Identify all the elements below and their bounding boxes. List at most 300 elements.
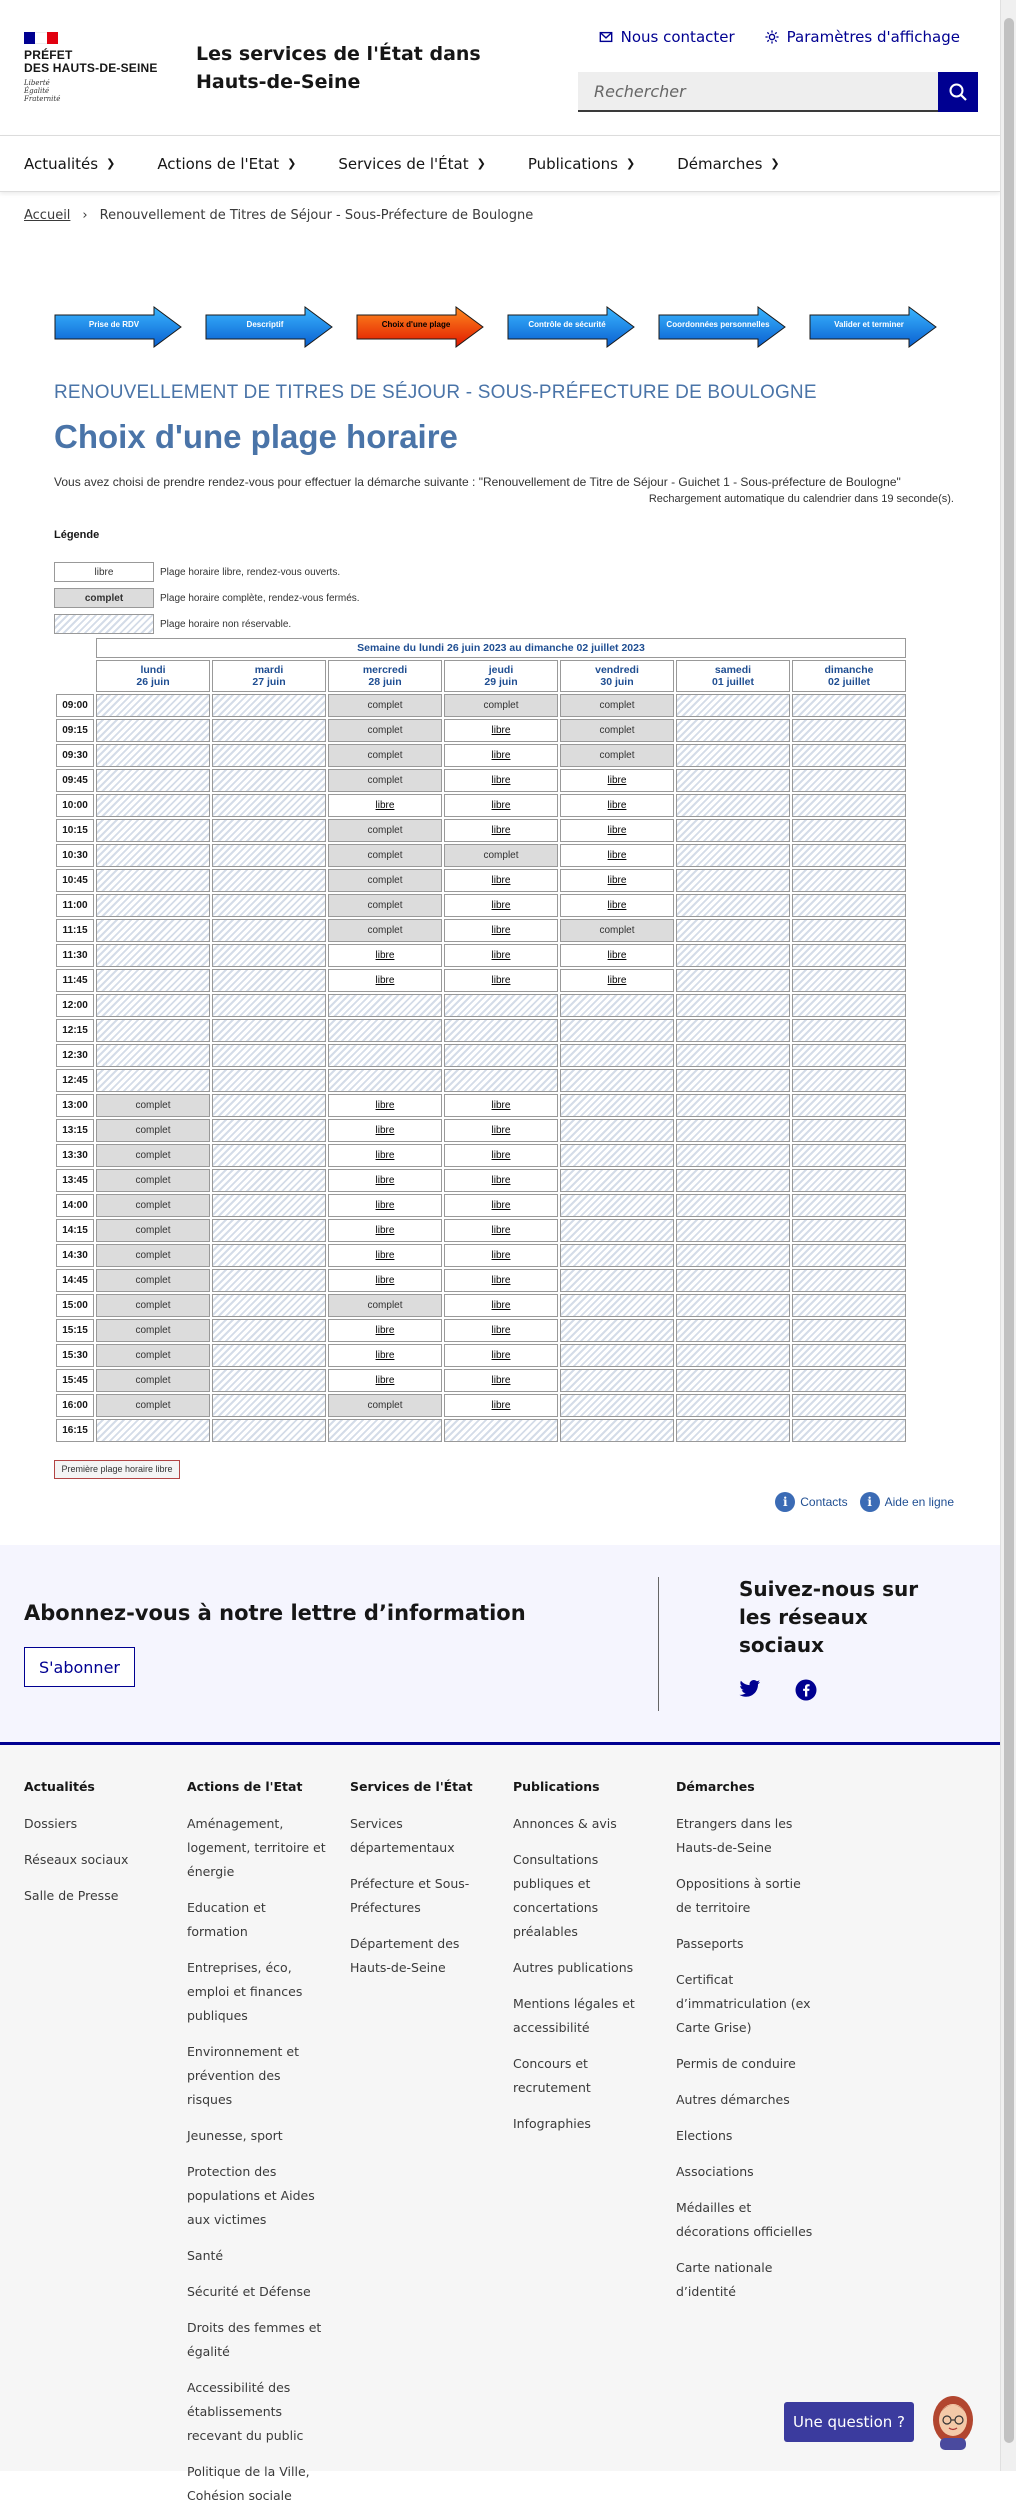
slot-free[interactable]: libre xyxy=(444,1144,558,1167)
info-icon: i xyxy=(775,1492,795,1512)
day-header xyxy=(328,660,442,692)
day-header xyxy=(792,660,906,692)
slot-unavailable xyxy=(792,1244,906,1267)
slot-free[interactable]: libre xyxy=(328,1094,442,1117)
footer-link[interactable]: Préfecture et Sous-Préfectures xyxy=(350,1876,470,1915)
time-row xyxy=(56,1069,906,1092)
slot-unavailable xyxy=(212,1319,326,1342)
calendar xyxy=(54,636,908,1444)
footer-link[interactable]: Elections xyxy=(676,2128,733,2143)
facebook-icon[interactable] xyxy=(795,1679,817,1701)
slot-free[interactable]: libre xyxy=(328,1144,442,1167)
slot-unavailable xyxy=(96,869,210,892)
time-row xyxy=(56,1044,906,1067)
slot-unavailable xyxy=(560,1244,674,1267)
footer-link[interactable]: Education et formation xyxy=(187,1900,266,1939)
chat-question-button[interactable]: Une question ? xyxy=(784,2402,914,2442)
slot-free[interactable]: libre xyxy=(328,1219,442,1242)
slot-unavailable xyxy=(212,769,326,792)
slot-free[interactable]: libre xyxy=(328,794,442,817)
slot-full: complet xyxy=(96,1369,210,1392)
slot-free[interactable]: libre xyxy=(560,819,674,842)
slot-unavailable xyxy=(676,1044,790,1067)
online-help-label: Aide en ligne xyxy=(884,1495,954,1509)
footer-link[interactable]: Mentions légales et accessibilité xyxy=(513,1996,635,2035)
time-row xyxy=(56,794,906,817)
slot-free[interactable]: libre xyxy=(444,919,558,942)
time-label: 11:45 xyxy=(56,969,94,992)
slot-full: complet xyxy=(96,1244,210,1267)
slot-unavailable xyxy=(212,1119,326,1142)
day-date: 30 juin xyxy=(600,676,634,688)
footer-link[interactable]: Jeunesse, sport xyxy=(187,2128,283,2143)
footer-link[interactable]: Entreprises, éco, emploi et finances publiques xyxy=(187,1960,303,2023)
slot-free[interactable]: libre xyxy=(328,944,442,967)
footer-link[interactable]: Droits des femmes et égalité xyxy=(187,2320,322,2359)
slot-full: complet xyxy=(328,919,442,942)
slot-free[interactable]: libre xyxy=(328,1119,442,1142)
time-row xyxy=(56,1219,906,1242)
subscribe-button[interactable]: S'abonner xyxy=(24,1647,135,1687)
calendar-table xyxy=(54,636,908,1444)
slot-free[interactable]: libre xyxy=(444,819,558,842)
breadcrumb xyxy=(24,208,533,223)
day-name: vendredi xyxy=(595,664,639,676)
slot-unavailable xyxy=(792,1169,906,1192)
footer-link[interactable]: Etrangers dans les Hauts-de-Seine xyxy=(676,1816,793,1855)
time-row xyxy=(56,1369,906,1392)
day-name: mercredi xyxy=(362,664,408,676)
day-header xyxy=(212,660,326,692)
time-label: 13:00 xyxy=(56,1094,94,1117)
contact-link[interactable] xyxy=(599,28,735,46)
slot-full: complet xyxy=(96,1344,210,1367)
slot-full: complet xyxy=(328,769,442,792)
slot-free[interactable]: libre xyxy=(444,1394,558,1417)
footer-link[interactable]: Consultations publiques et concertations préalables xyxy=(513,1852,599,1939)
slot-unavailable xyxy=(560,1319,674,1342)
slot-unavailable xyxy=(212,894,326,917)
time-row xyxy=(56,1169,906,1192)
slot-unavailable xyxy=(212,1069,326,1092)
slot-unavailable xyxy=(792,1119,906,1142)
slot-unavailable xyxy=(212,844,326,867)
legend-free-text: Plage horaire libre, rendez-vous ouverts. xyxy=(160,566,341,578)
chevron-down-icon: ❯ xyxy=(476,157,486,170)
time-row xyxy=(56,694,906,717)
footer-link[interactable]: Autres démarches xyxy=(676,2092,790,2107)
slot-unavailable xyxy=(792,919,906,942)
time-label: 12:45 xyxy=(56,1069,94,1092)
footer-link[interactable]: Oppositions à sortie de territoire xyxy=(676,1876,801,1915)
slot-unavailable xyxy=(96,769,210,792)
slot-unavailable xyxy=(676,1144,790,1167)
slot-full: complet xyxy=(96,1119,210,1142)
time-label: 11:30 xyxy=(56,944,94,967)
social-icons xyxy=(739,1679,817,1701)
social-title: Suivez-nous sur les réseaux sociaux xyxy=(739,1577,919,1657)
logo-motto: Liberté Égalité Fraternité xyxy=(24,79,61,103)
slot-free[interactable]: libre xyxy=(328,1244,442,1267)
slot-free[interactable]: libre xyxy=(328,1369,442,1392)
slot-free[interactable]: libre xyxy=(444,969,558,992)
time-label: 16:00 xyxy=(56,1394,94,1417)
legend-full-text: Plage horaire complète, rendez-vous fermés. xyxy=(160,592,360,604)
slot-free[interactable]: libre xyxy=(328,1269,442,1292)
slot-free[interactable]: libre xyxy=(444,1119,558,1142)
legend-unavailable xyxy=(54,614,291,634)
slot-full: complet xyxy=(96,1269,210,1292)
display-settings-link[interactable] xyxy=(765,28,960,46)
slot-unavailable xyxy=(444,994,558,1017)
slot-free[interactable]: libre xyxy=(444,1194,558,1217)
procedure-subtitle: RENOUVELLEMENT DE TITRES DE SÉJOUR - SOUS-PRÉFECTURE DE BOULOGNE xyxy=(54,382,817,403)
slot-free[interactable]: libre xyxy=(560,944,674,967)
slot-unavailable xyxy=(560,1369,674,1392)
slot-full: complet xyxy=(96,1169,210,1192)
legend-unavailable-box xyxy=(54,614,154,634)
time-label: 15:15 xyxy=(56,1319,94,1342)
slot-unavailable xyxy=(676,1169,790,1192)
slot-full: complet xyxy=(96,1394,210,1417)
nav-label: Publications xyxy=(527,154,618,173)
slot-unavailable xyxy=(96,944,210,967)
chatbot-avatar-icon[interactable] xyxy=(928,2390,978,2450)
slot-unavailable xyxy=(676,1219,790,1242)
day-date: 01 juillet xyxy=(711,676,754,688)
slot-full: complet xyxy=(560,719,674,742)
slot-unavailable xyxy=(328,1044,442,1067)
time-row xyxy=(56,819,906,842)
time-row xyxy=(56,719,906,742)
time-label: 10:00 xyxy=(56,794,94,817)
slot-unavailable xyxy=(560,994,674,1017)
time-row xyxy=(56,769,906,792)
slot-unavailable xyxy=(676,719,790,742)
sun-icon xyxy=(765,30,779,44)
footer-column xyxy=(24,1779,164,1920)
time-label: 15:30 xyxy=(56,1344,94,1367)
procedure-intro: Vous avez choisi de prendre rendez-vous pour effectuer la démarche suivante : "Renouvellement de Titre de Séjour - Guichet 1 - Sous-préfecture de Boulogne" xyxy=(54,475,901,489)
contacts-link[interactable] xyxy=(775,1492,847,1512)
slot-full: complet xyxy=(328,1394,442,1417)
first-free-slot-button[interactable]: Première plage horaire libre xyxy=(54,1460,180,1479)
french-flag-icon xyxy=(24,32,58,44)
footer-link[interactable]: Aménagement, logement, territoire et énergie xyxy=(187,1816,326,1879)
slot-unavailable xyxy=(444,1044,558,1067)
time-row xyxy=(56,1094,906,1117)
slot-unavailable xyxy=(96,994,210,1017)
slot-free[interactable]: libre xyxy=(444,894,558,917)
slot-free[interactable]: libre xyxy=(444,1094,558,1117)
slot-free[interactable]: libre xyxy=(560,844,674,867)
step-label: Prise de RDV xyxy=(88,320,140,329)
search-button[interactable] xyxy=(938,72,978,112)
slot-unavailable xyxy=(212,994,326,1017)
footer-link[interactable]: Annonces & avis xyxy=(513,1816,617,1831)
slot-unavailable xyxy=(792,1044,906,1067)
slot-free[interactable]: libre xyxy=(328,1344,442,1367)
slot-unavailable xyxy=(792,994,906,1017)
slot-free[interactable]: libre xyxy=(560,869,674,892)
time-row xyxy=(56,894,906,917)
slot-unavailable xyxy=(96,1419,210,1442)
slot-free[interactable]: libre xyxy=(444,744,558,767)
slot-unavailable xyxy=(96,969,210,992)
legend-full xyxy=(54,588,360,608)
step-controle xyxy=(507,306,635,348)
slot-unavailable xyxy=(792,1219,906,1242)
slot-unavailable xyxy=(792,1144,906,1167)
nav-item-actualites[interactable] xyxy=(24,136,115,191)
scrollbar-thumb[interactable] xyxy=(1004,18,1014,2443)
time-label: 09:30 xyxy=(56,744,94,767)
info-icon: i xyxy=(860,1492,880,1512)
time-row xyxy=(56,1394,906,1417)
slot-unavailable xyxy=(212,1244,326,1267)
footer-link[interactable]: Département des Hauts-de-Seine xyxy=(350,1936,460,1975)
footer-link[interactable]: Infographies xyxy=(513,2116,591,2131)
nav-item-demarches[interactable] xyxy=(677,136,779,191)
nav-item-publications[interactable] xyxy=(528,136,635,191)
footer-column-title[interactable]: Actualités xyxy=(24,1779,95,1794)
slot-unavailable xyxy=(792,769,906,792)
slot-unavailable xyxy=(792,719,906,742)
slot-free[interactable]: libre xyxy=(560,969,674,992)
slot-free[interactable]: libre xyxy=(444,769,558,792)
footer-link[interactable]: Autres publications xyxy=(513,1960,634,1975)
slot-unavailable xyxy=(676,1294,790,1317)
legend-full-box: complet xyxy=(54,588,154,608)
slot-unavailable xyxy=(792,1294,906,1317)
nav-label: Actualités xyxy=(24,154,99,173)
breadcrumb-current: Renouvellement de Titres de Séjour - Sous-Préfecture de Boulogne xyxy=(99,208,534,223)
chevron-right-icon: › xyxy=(82,208,88,223)
breadcrumb-home[interactable]: Accueil xyxy=(24,208,71,223)
slot-unavailable xyxy=(676,1094,790,1117)
slot-free[interactable]: libre xyxy=(444,1219,558,1242)
footer-link[interactable]: Permis de conduire xyxy=(676,2056,796,2071)
footer-column-title[interactable]: Actions de l'Etat xyxy=(187,1779,303,1794)
time-row xyxy=(56,1244,906,1267)
day-name: lundi xyxy=(140,664,166,676)
slot-unavailable xyxy=(676,1019,790,1042)
chevron-down-icon: ❯ xyxy=(106,157,116,170)
time-row xyxy=(56,1144,906,1167)
slot-unavailable xyxy=(792,844,906,867)
footer-link[interactable]: Services départementaux xyxy=(350,1816,455,1855)
slot-unavailable xyxy=(444,1069,558,1092)
time-row xyxy=(56,1194,906,1217)
page-title: Choix d'une plage horaire xyxy=(54,418,458,455)
footer-link[interactable]: Salle de Presse xyxy=(24,1888,119,1903)
slot-unavailable xyxy=(676,969,790,992)
day-date: 29 juin xyxy=(484,676,518,688)
footer-link[interactable]: Concours et recrutement xyxy=(513,2056,591,2095)
slot-unavailable xyxy=(560,1294,674,1317)
contacts-label: Contacts xyxy=(800,1495,848,1509)
slot-free[interactable]: libre xyxy=(444,1244,558,1267)
online-help-link[interactable] xyxy=(860,1492,954,1512)
day-name: jeudi xyxy=(488,664,514,676)
slot-free[interactable]: libre xyxy=(444,719,558,742)
footer-link[interactable]: Environnement et prévention des risques xyxy=(187,2044,299,2107)
day-date: 27 juin xyxy=(252,676,286,688)
slot-unavailable xyxy=(792,794,906,817)
slot-free[interactable]: libre xyxy=(444,1319,558,1342)
day-date: 26 juin xyxy=(136,676,170,688)
footer-link[interactable]: Protection des populations et Aides aux victimes xyxy=(187,2164,315,2227)
time-label: 12:30 xyxy=(56,1044,94,1067)
footer-column-title[interactable]: Démarches xyxy=(676,1779,755,1794)
slot-unavailable xyxy=(792,869,906,892)
footer-link[interactable]: Santé xyxy=(187,2248,224,2263)
slot-unavailable xyxy=(676,1194,790,1217)
slot-unavailable xyxy=(96,1019,210,1042)
footer-link[interactable]: Accessibilité des établissements recevant du public xyxy=(187,2380,304,2443)
slot-free[interactable]: libre xyxy=(444,1169,558,1192)
slot-unavailable xyxy=(676,1269,790,1292)
footer-link[interactable]: Sécurité et Défense xyxy=(187,2284,311,2299)
slot-unavailable xyxy=(676,869,790,892)
slot-unavailable xyxy=(560,1394,674,1417)
time-label: 10:30 xyxy=(56,844,94,867)
slot-free[interactable]: libre xyxy=(444,1294,558,1317)
footer-column-title[interactable]: Publications xyxy=(513,1779,600,1794)
page-scrollbar[interactable] xyxy=(1000,0,1016,2471)
time-row xyxy=(56,1319,906,1342)
slot-unavailable xyxy=(676,894,790,917)
footer-column xyxy=(350,1779,490,1992)
slot-unavailable xyxy=(96,919,210,942)
slot-unavailable xyxy=(212,694,326,717)
slot-unavailable xyxy=(560,1419,674,1442)
slot-full: complet xyxy=(560,694,674,717)
mail-icon xyxy=(599,30,613,44)
slot-free[interactable]: libre xyxy=(444,1369,558,1392)
slot-unavailable xyxy=(792,894,906,917)
slot-unavailable xyxy=(676,1069,790,1092)
week-label: Semaine du lundi 26 juin 2023 au dimanche 02 juillet 2023 xyxy=(96,638,906,658)
slot-unavailable xyxy=(676,744,790,767)
slot-free[interactable]: libre xyxy=(560,894,674,917)
nav-item-actions[interactable] xyxy=(157,136,296,191)
footer-link[interactable]: Médailles et décorations officielles xyxy=(676,2200,813,2239)
time-row xyxy=(56,869,906,892)
slot-unavailable xyxy=(676,919,790,942)
slot-free[interactable]: libre xyxy=(444,869,558,892)
time-label: 14:30 xyxy=(56,1244,94,1267)
footer-link[interactable]: Certificat d’immatriculation (ex Carte Grise) xyxy=(676,1972,811,2035)
contact-label: Nous contacter xyxy=(620,28,735,46)
time-row xyxy=(56,1269,906,1292)
slot-free[interactable]: libre xyxy=(328,1169,442,1192)
slot-unavailable xyxy=(676,819,790,842)
footer-link[interactable]: Carte nationale d’identité xyxy=(676,2260,773,2299)
time-label: 11:00 xyxy=(56,894,94,917)
footer-link[interactable]: Associations xyxy=(676,2164,754,2179)
slot-full: complet xyxy=(96,1219,210,1242)
slot-unavailable xyxy=(96,844,210,867)
footer-column xyxy=(187,1779,327,2520)
slot-unavailable xyxy=(560,1069,674,1092)
slot-free[interactable]: libre xyxy=(328,969,442,992)
footer-column xyxy=(513,1779,653,2148)
slot-unavailable xyxy=(792,1094,906,1117)
slot-unavailable xyxy=(560,1019,674,1042)
slot-unavailable xyxy=(676,1319,790,1342)
slot-full: complet xyxy=(560,744,674,767)
slot-free[interactable]: libre xyxy=(444,1269,558,1292)
slot-free[interactable]: libre xyxy=(444,944,558,967)
site-footer xyxy=(0,1745,1000,2503)
slot-free[interactable]: libre xyxy=(444,1344,558,1367)
step-prise-rdv xyxy=(54,306,182,348)
time-label: 09:15 xyxy=(56,719,94,742)
time-label: 14:15 xyxy=(56,1219,94,1242)
footer-link[interactable]: Passeports xyxy=(676,1936,744,1951)
slot-unavailable xyxy=(96,1044,210,1067)
day-date: 02 juillet xyxy=(827,676,870,688)
footer-link[interactable]: Politique de la Ville, Cohésion sociale xyxy=(187,2464,310,2503)
prefet-logo[interactable] xyxy=(24,32,164,103)
step-valider xyxy=(809,306,937,348)
nav-item-services[interactable] xyxy=(338,136,485,191)
slot-full: complet xyxy=(328,894,442,917)
help-links xyxy=(775,1492,954,1512)
slot-unavailable xyxy=(792,1369,906,1392)
slot-free[interactable]: libre xyxy=(444,794,558,817)
footer-column-title[interactable]: Services de l'État xyxy=(350,1779,473,1794)
slot-unavailable xyxy=(676,1394,790,1417)
slot-unavailable xyxy=(212,969,326,992)
slot-unavailable xyxy=(212,719,326,742)
twitter-icon[interactable] xyxy=(739,1679,761,1699)
slot-unavailable xyxy=(676,1344,790,1367)
slot-free[interactable]: libre xyxy=(328,1319,442,1342)
time-row xyxy=(56,944,906,967)
slot-free[interactable]: libre xyxy=(560,769,674,792)
slot-full: complet xyxy=(328,1294,442,1317)
step-label: Descriptif xyxy=(246,320,284,329)
slot-free[interactable]: libre xyxy=(328,1194,442,1217)
nav-label: Actions de l'Etat xyxy=(157,154,280,173)
slot-unavailable xyxy=(96,1069,210,1092)
footer-link[interactable]: Dossiers xyxy=(24,1816,78,1831)
slot-unavailable xyxy=(212,1269,326,1292)
time-label: 15:00 xyxy=(56,1294,94,1317)
slot-free[interactable]: libre xyxy=(560,794,674,817)
slot-unavailable xyxy=(792,1394,906,1417)
slot-unavailable xyxy=(212,819,326,842)
slot-unavailable xyxy=(792,744,906,767)
time-row xyxy=(56,1294,906,1317)
step-label: Coordonnées personnelles xyxy=(666,320,770,329)
site-title[interactable]: Les services de l'État dans Hauts-de-Seine xyxy=(196,43,481,93)
logo-title: PRÉFET DES HAUTS-DE-SEINE xyxy=(24,48,158,75)
time-row xyxy=(56,844,906,867)
slot-full: complet xyxy=(96,1294,210,1317)
slot-unavailable xyxy=(560,1194,674,1217)
slot-unavailable xyxy=(792,1269,906,1292)
display-settings-label: Paramètres d'affichage xyxy=(786,28,960,46)
slot-unavailable xyxy=(328,1019,442,1042)
follow-section xyxy=(0,1545,1000,1745)
footer-link[interactable]: Réseaux sociaux xyxy=(24,1852,129,1867)
slot-unavailable xyxy=(212,1394,326,1417)
search-input[interactable] xyxy=(578,72,938,112)
section-divider xyxy=(658,1577,659,1711)
